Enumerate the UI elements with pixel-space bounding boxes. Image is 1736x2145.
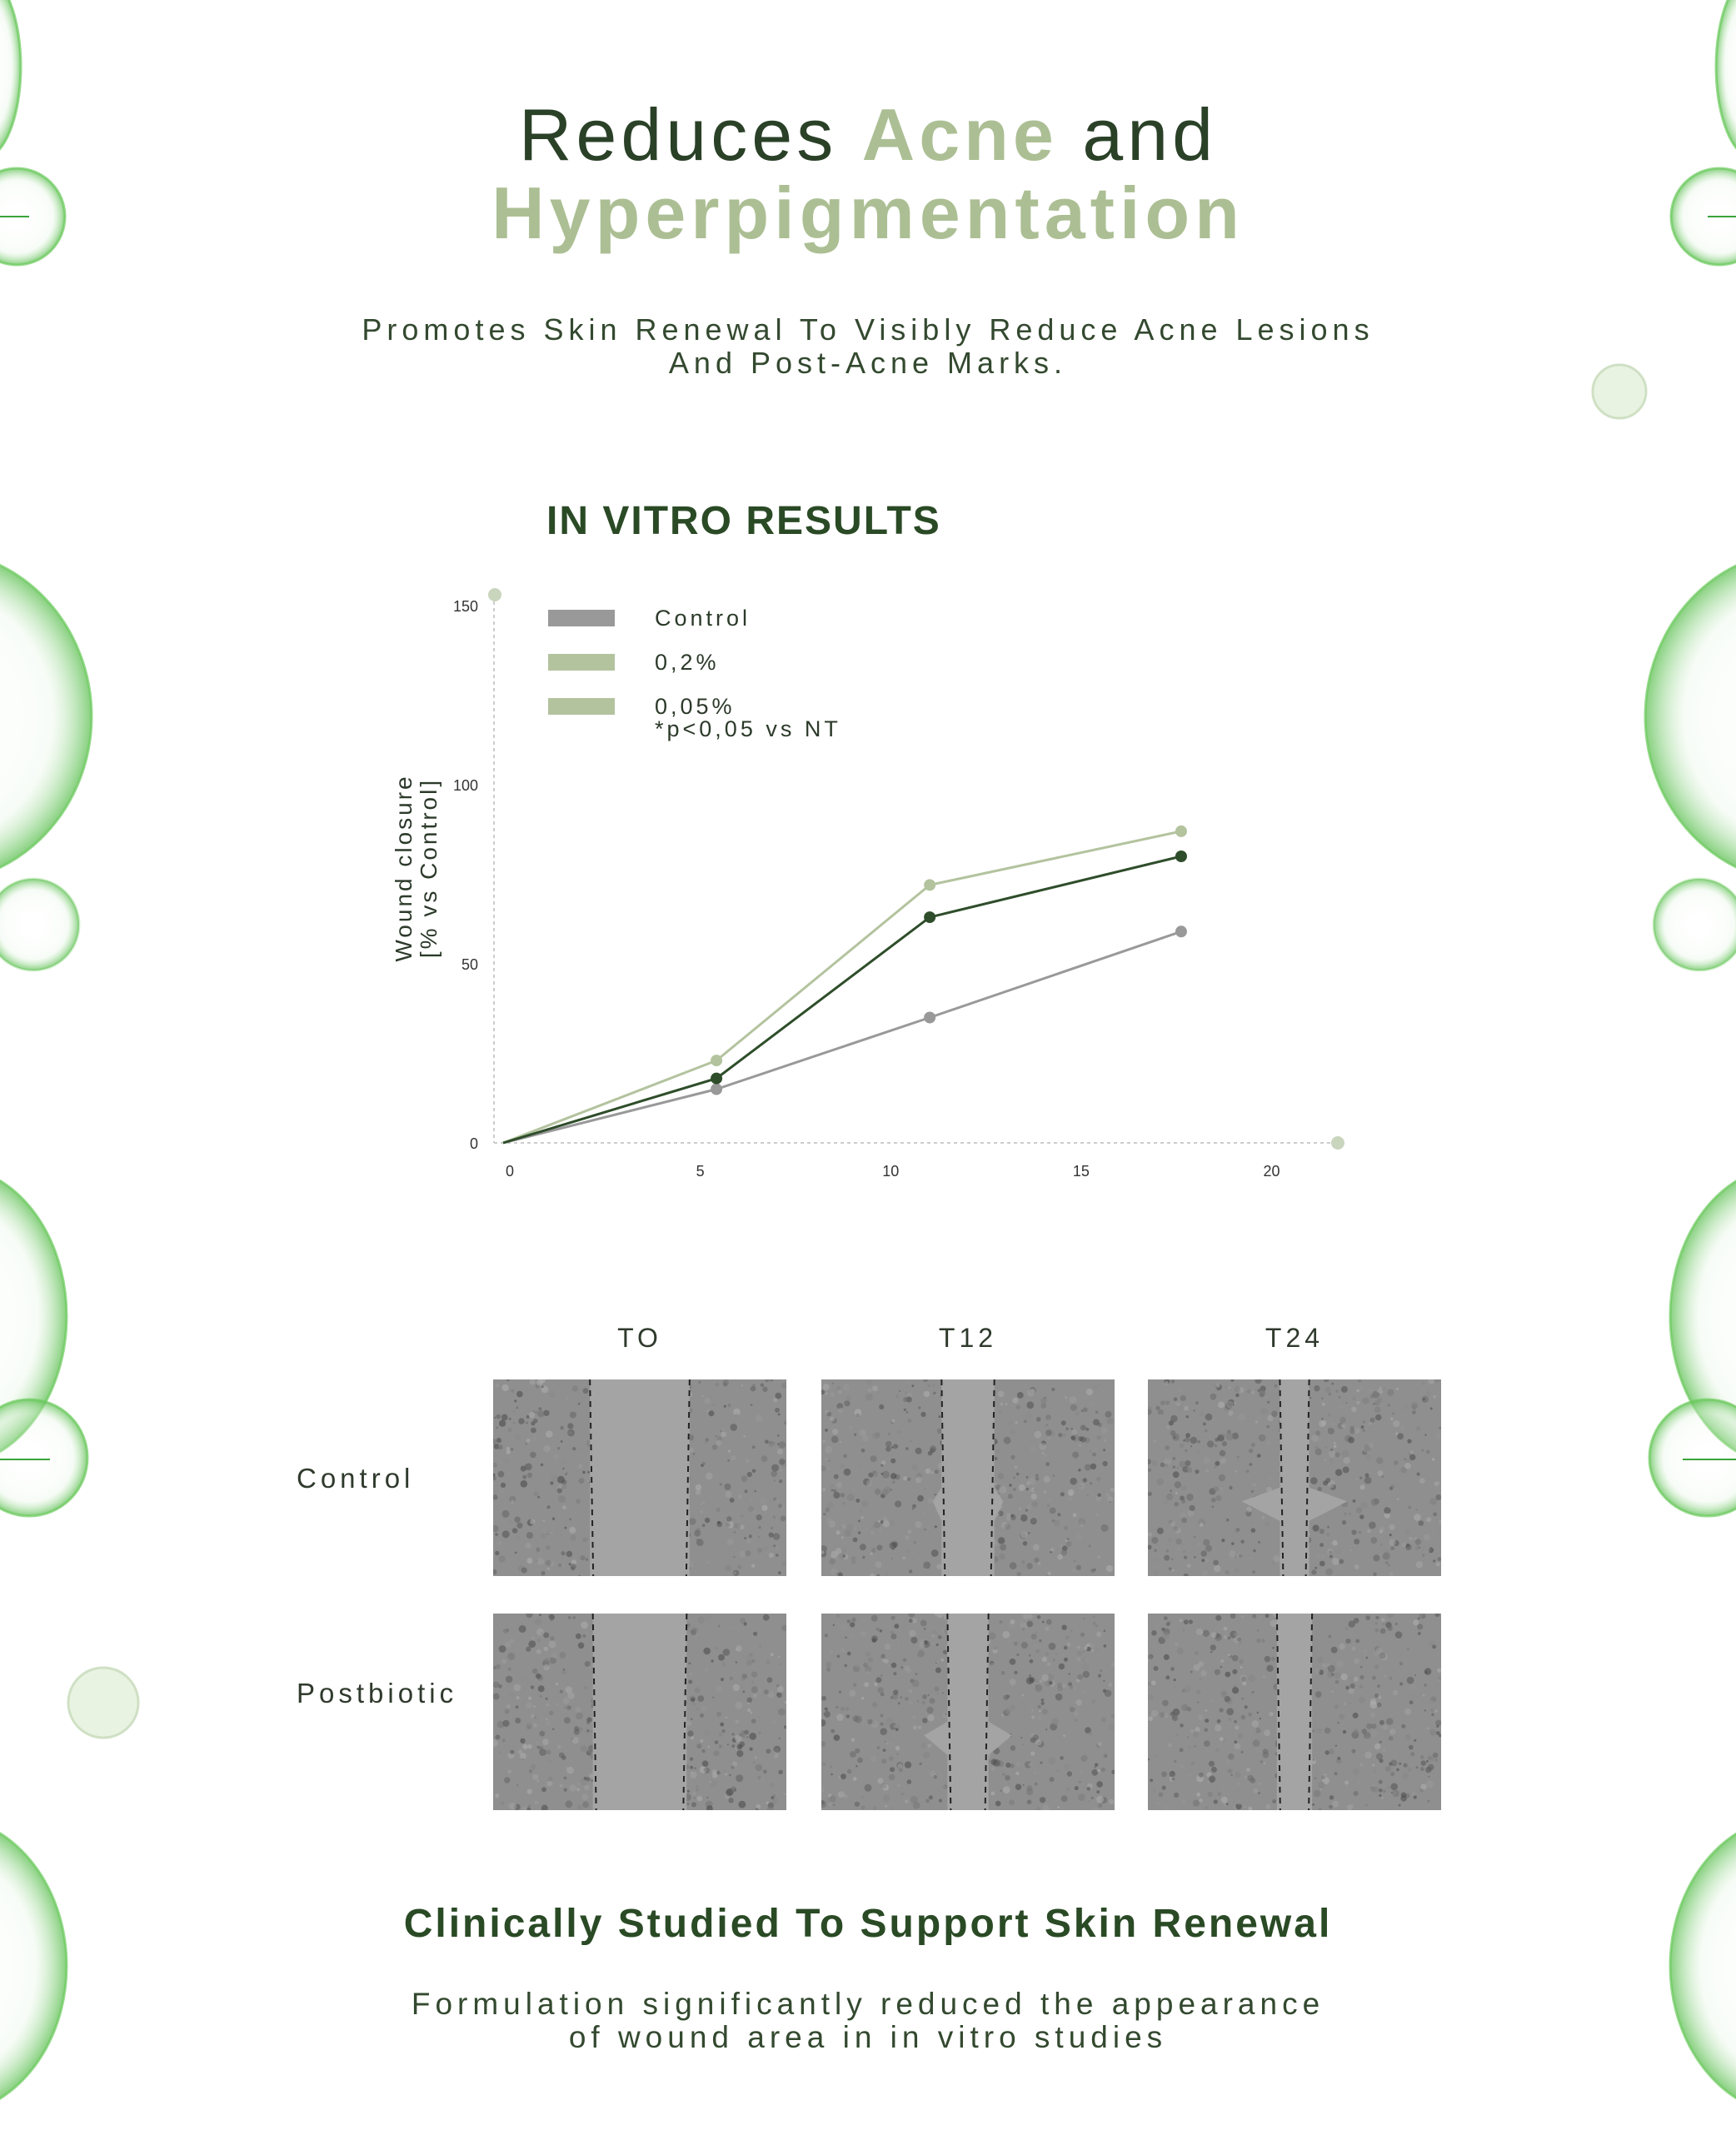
column-label-t24: T24 — [1265, 1323, 1324, 1353]
micrograph-postbiotic-t12 — [821, 1614, 1115, 1810]
y-axis-label: Wound closure — [391, 774, 417, 962]
data-point — [924, 911, 935, 923]
x-axis-end-dot — [1331, 1136, 1344, 1150]
x-tick-label: 5 — [696, 1163, 705, 1180]
legend-swatch — [548, 610, 615, 626]
bottom-text-line1: Formulation significantly reduced the appearance — [411, 1987, 1325, 2021]
data-point — [924, 879, 935, 890]
row-label-control: Control — [297, 1463, 415, 1494]
data-point — [1175, 851, 1187, 862]
column-label-t12: T12 — [938, 1323, 998, 1353]
data-point — [924, 1012, 935, 1024]
y-axis-label-line2: [% vs Control] — [416, 777, 441, 959]
y-tick-label: 50 — [461, 956, 478, 973]
micrograph-control-t24 — [1148, 1379, 1441, 1576]
bottom-heading: Clinically Studied To Support Skin Renewal — [403, 1902, 1333, 1946]
row-label-postbiotic: Postbiotic — [297, 1678, 458, 1709]
data-point — [711, 1084, 722, 1095]
title-accent: Acne — [861, 93, 1058, 176]
micrograph-control-t0 — [493, 1379, 786, 1576]
y-tick-label: 100 — [452, 777, 478, 794]
micrograph-texture — [821, 1614, 1115, 1810]
x-tick-label: 10 — [882, 1163, 900, 1180]
legend-swatch — [548, 654, 615, 671]
legend-note: *p<0,05 vs NT — [655, 716, 841, 741]
series-line-2 — [503, 856, 1181, 1143]
x-tick-label: 0 — [505, 1163, 515, 1180]
legend-label: Control — [655, 606, 751, 631]
legend-label: 0,2% — [655, 650, 720, 675]
y-axis-end-dot — [488, 588, 501, 601]
y-tick-label: 150 — [452, 598, 478, 615]
chart-heading: IN VITRO RESULTS — [546, 499, 941, 543]
micrograph-postbiotic-t24 — [1148, 1614, 1441, 1810]
page-title-line2: Hyperpigmentation — [491, 172, 1245, 254]
data-point — [711, 1055, 722, 1066]
micrograph-texture — [1148, 1614, 1441, 1810]
column-label-t0: TO — [617, 1323, 662, 1353]
subtitle-line2: And Post-Acne Marks. — [668, 346, 1068, 380]
bottom-text-line2: of wound area in in vitro studies — [568, 2020, 1168, 2054]
micrograph-texture — [1148, 1379, 1441, 1576]
x-tick-label: 20 — [1263, 1163, 1280, 1180]
y-tick-label: 0 — [469, 1135, 478, 1152]
x-tick-label: 15 — [1072, 1163, 1090, 1180]
data-point — [1175, 925, 1187, 937]
micrograph-texture — [493, 1379, 786, 1576]
legend-label: 0,05% — [655, 694, 736, 719]
legend-swatch — [548, 698, 615, 715]
series-line-1 — [503, 831, 1181, 1143]
micrograph-texture — [493, 1614, 786, 1810]
micrograph-postbiotic-t0 — [493, 1614, 786, 1810]
data-point — [711, 1073, 722, 1085]
bottom-text — [0, 1988, 1736, 2054]
title-suffix: and — [1057, 93, 1218, 176]
title-prefix: Reduces — [518, 93, 862, 176]
micrograph-texture — [821, 1379, 1115, 1576]
subtitle-line1: Promotes Skin Renewal To Visibly Reduce Acne Lesions — [362, 312, 1374, 347]
data-point — [1175, 826, 1187, 837]
micrograph-control-t12 — [821, 1379, 1115, 1576]
